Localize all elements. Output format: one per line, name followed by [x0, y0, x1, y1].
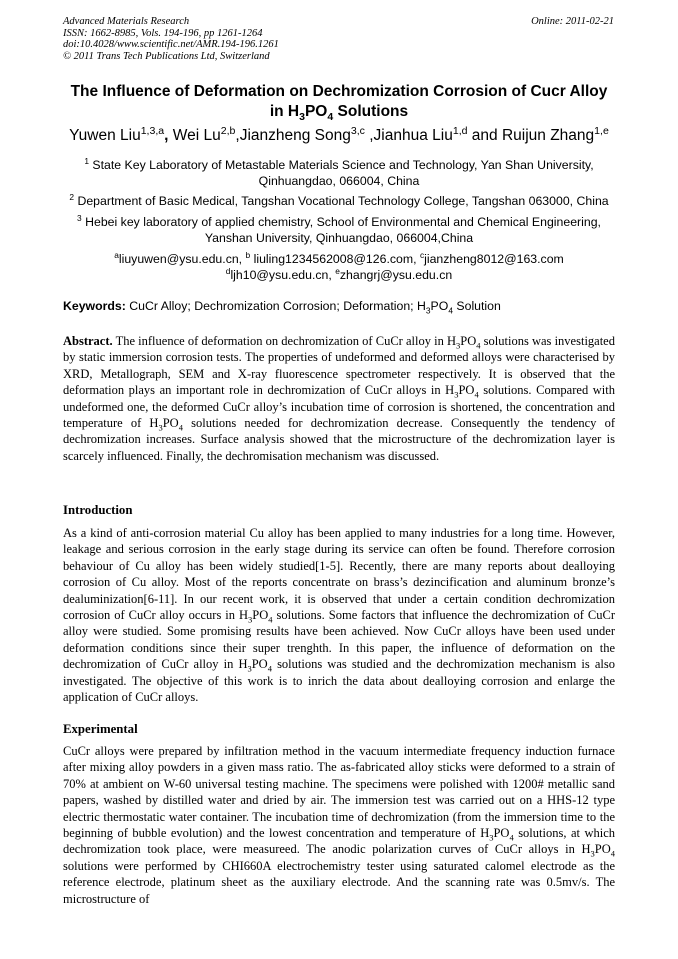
email-address: zhangrj@ysu.edu.cn: [339, 268, 453, 282]
email-address: liuling1234562008@126.com,: [250, 252, 417, 266]
email-list: [50, 251, 628, 283]
author-sep: ,: [364, 127, 374, 144]
title-line-1: The Influence of Deformation on Dechromization Corrosion of Cucr Alloy: [70, 83, 608, 100]
abstract-subscript: 3: [454, 389, 459, 400]
affiliation-1: [50, 157, 628, 189]
body-subscript: 3: [247, 663, 252, 674]
email-address: liuyuwen@ysu.edu.cn,: [118, 252, 243, 266]
copyright-line: © 2011 Trans Tech Publications Ltd, Switzerland: [63, 50, 270, 62]
affiliation-text: Yanshan University, Qinhuangdao, 066004,China: [204, 231, 474, 245]
body-subscript: 4: [509, 832, 514, 843]
affiliation-text: Qinhuangdao, 066004, China: [258, 174, 420, 188]
affiliation-text: State Key Laboratory of Metastable Materials Science and Technology, Yan Shan University,: [88, 158, 594, 172]
body-text: PO: [594, 842, 611, 857]
abstract-subscript: 4: [474, 389, 479, 400]
affiliation-2: [40, 193, 638, 209]
body-text: CuCr alloys were prepared by infiltration method in the vacuum intermediate frequency induction furnace after mixing alloy powders in a given mass ratio. The as-fabricated alloy sticks were deformed to a strain of 70% at ambient on W-60 universal testing machine. The specimens were polished with 1200# metallic sand papers, washed by distilled water and dried by air. The immersion test was carried out on a HHS-12 type electric thermostatic water container. The incubation time of dechromization (from the immersion time to the beginning of bubble evolution) and the lowest concentration and temperature of H: [63, 744, 615, 841]
abstract-text: PO: [162, 416, 179, 431]
author-sup: 2,b: [220, 124, 236, 137]
issn-line: ISSN: 1662-8985, Vols. 194-196, pp 1261-1264: [63, 27, 263, 39]
title-line-2: [40, 102, 638, 122]
author-sup: 1,d: [452, 124, 468, 137]
title-subscript: 4: [327, 111, 334, 124]
author-list: [40, 126, 638, 146]
body-text: As a kind of anti-corrosion material Cu alloy has been applied to many industries for a long time. However, leakage and serious corrosion in the early stage during its service can often be found. Therefore corrosion behaviour of Cu alloy has been widely studied[1-5]. Recently, there are many reports about dealloying corrosion of Cu alloy. Most of the reports concentrate on brass’s dezincification and aluminum bronze’s dealuminization[6-11]. In our recent work, it is observed that under a certain condition dechromization corrosion of CuCr alloy occurs in H: [63, 526, 615, 623]
experimental-body: [63, 743, 615, 907]
body-subscript: 4: [610, 848, 615, 859]
affiliation-number: 1: [84, 155, 89, 166]
email-address: ljh10@ysu.edu.cn,: [230, 268, 332, 282]
body-text: solutions, at which dechromization took place, were measureed. The anodic polarization curves of CuCr alloys in H: [63, 826, 615, 857]
body-subscript: 4: [267, 663, 272, 674]
abstract-subscript: 3: [158, 422, 163, 433]
keywords-subscript: 4: [448, 305, 453, 316]
journal-name: Advanced Materials Research: [63, 16, 190, 27]
body-text: PO: [493, 826, 510, 841]
affiliation-number: 2: [69, 191, 75, 202]
body-text: solutions was studied and the dechromization mechanism is also investigated. The objective of this work is to inrich the data about dealloying corrosion and enlarge the application of CuCr alloys.: [63, 657, 615, 705]
abstract-text: PO: [458, 383, 475, 398]
abstract-text: solutions. Compared with undeformed one, the deformed CuCr alloy’s incubation time of corrosion is shortened, the concentration and temperature of H: [63, 383, 615, 431]
author-name: Yuwen Liu: [69, 127, 141, 144]
keywords-subscript: 3: [425, 305, 431, 316]
abstract-subscript: 4: [178, 422, 183, 433]
body-text: PO: [251, 657, 268, 672]
abstract: [63, 333, 615, 464]
abstract-text: solutions was investigated by static immersion corrosion tests. The properties of undeformed and deformed alloys were characterised by XRD, Metallograph, SEM and X-ray fluorescence spectrometer respectively. It is observed that the deformation plays an important role in dechromization of CuCr alloys in H: [63, 334, 615, 398]
author-name: Ruijun Zhang: [501, 127, 595, 144]
introduction-heading: Introduction: [63, 503, 133, 517]
body-text: PO: [252, 608, 269, 623]
affiliation-text: Department of Basic Medical, Tangshan Vocational Technology College, Tangshan 063000, China: [74, 194, 609, 208]
body-subscript: 3: [489, 832, 494, 843]
title-text: in H: [269, 103, 300, 120]
affiliation-text: Hebei key laboratory of applied chemistry, School of Environmental and Chemical Engineering,: [81, 215, 601, 229]
author-name: Jianhua Liu: [373, 127, 453, 144]
title-text: Solutions: [333, 103, 409, 120]
experimental-heading: Experimental: [63, 722, 138, 736]
body-subscript: 4: [268, 614, 273, 625]
author-sep: and: [467, 127, 502, 144]
email-marker: e: [335, 265, 340, 276]
author-sep: ,: [235, 127, 240, 144]
abstract-subscript: 3: [456, 340, 461, 351]
email-marker: d: [225, 265, 231, 276]
abstract-subscript: 4: [476, 340, 481, 351]
keywords-label: Keywords:: [63, 299, 126, 313]
title-subscript: 3: [299, 111, 305, 124]
author-sep: ,: [164, 127, 173, 144]
abstract-text: solutions needed for dechromization decrease. Consequently the tendency of dechromization increases. Surface analysis showed that the microstructure of the dechromization layer is scarcely influenced. Finally, the dechromisation mechanism was discussed.: [63, 416, 615, 463]
abstract-text: The influence of deformation on dechromization of CuCr alloy in H: [112, 334, 457, 348]
body-text: solutions. Some factors that influence the dechromization of CuCr alloy were studied. Some promising results have been achieved. Now CuCr alloys have been used under deformation conditions since their super trenghth. In this paper, the influence of deformation on the dechromization of CuCr alloy in H: [63, 608, 615, 672]
keywords: [63, 298, 615, 314]
paper-title: [40, 82, 638, 122]
email-marker: c: [419, 249, 425, 260]
author-sup: 1,e: [594, 124, 609, 137]
author-name: Jianzheng Song: [239, 127, 351, 144]
body-subscript: 3: [248, 614, 253, 625]
title-text: PO: [304, 103, 328, 120]
affiliation-3: [50, 214, 628, 246]
keywords-text: CuCr Alloy; Dechromization Corrosion; Deformation; H: [125, 299, 426, 313]
author-sup: 1,3,a: [140, 124, 165, 137]
doi-line: doi:10.4028/www.scientific.net/AMR.194-196.1261: [63, 39, 279, 50]
email-marker: b: [245, 249, 251, 260]
body-text: solutions were performed by CHI660A electrochemistry tester using saturated calomel electrode as the reference electrode, platinum sheet as the auxiliary electrode. And the scanning rate was 0.5mv/s. The microstructure of: [63, 858, 615, 906]
abstract-label: Abstract.: [63, 334, 113, 348]
affiliation-number: 3: [77, 212, 82, 223]
online-date: Online: 2011-02-21: [531, 16, 614, 27]
author-sup: 3,c: [350, 124, 365, 137]
keywords-text: Solution: [452, 299, 501, 313]
email-marker: a: [114, 249, 119, 260]
abstract-text: PO: [460, 334, 477, 348]
body-subscript: 3: [590, 848, 595, 859]
author-name: Wei Lu: [172, 127, 221, 144]
keywords-text: PO: [430, 299, 449, 313]
email-address: jianzheng8012@163.com: [424, 252, 564, 266]
introduction-body: [63, 525, 615, 705]
